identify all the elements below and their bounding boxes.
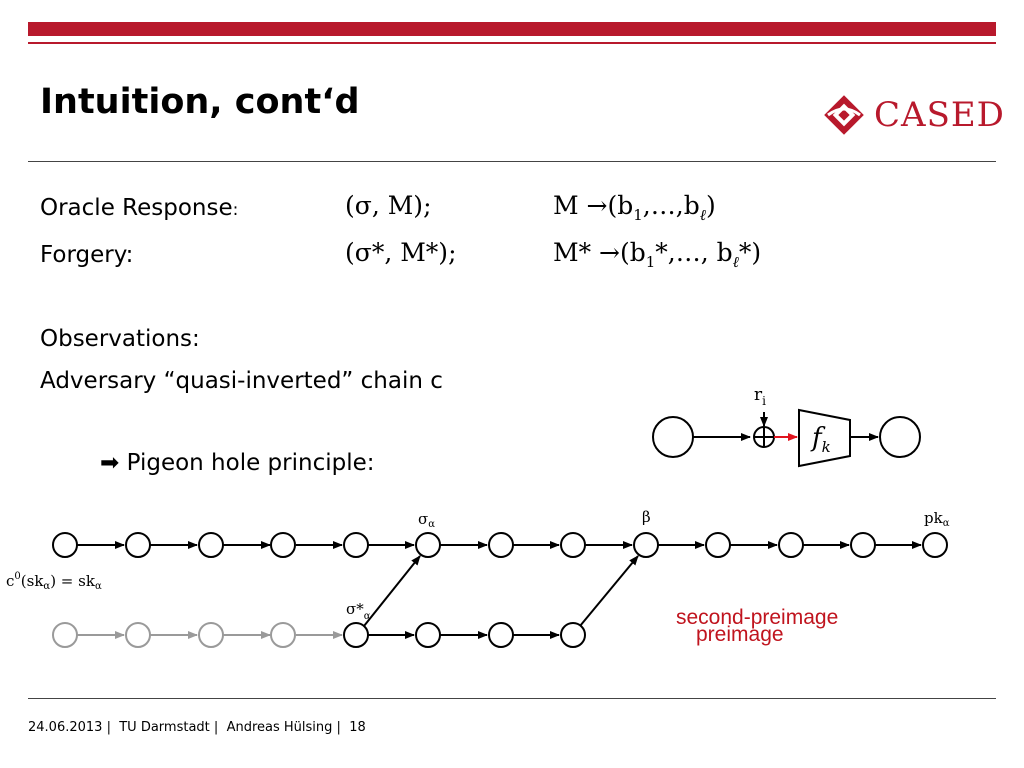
footer-divider: [28, 698, 996, 699]
chain-node: [416, 623, 440, 647]
chain-node: [561, 623, 585, 647]
gray-chain-node: [53, 623, 77, 647]
oracle-label: Oracle Response:: [40, 195, 239, 221]
chain-node: [344, 533, 368, 557]
slide-title: Intuition, cont‘d: [40, 82, 360, 122]
second-preimage-label: second-preimage: [676, 606, 839, 629]
page-number: 18: [349, 720, 366, 735]
pk-alpha-label: $pk_\alpha$: [924, 509, 950, 529]
footer: 24.06.2013 | TU Darmstadt | Andreas Hülsing | 18: [28, 720, 366, 735]
diagonal-arrow-beta: [580, 556, 638, 626]
chain-node: [851, 533, 875, 557]
beta-label: β: [642, 508, 651, 526]
chain-node: [779, 533, 803, 557]
r-label: $r_i$: [754, 385, 766, 408]
footer-date: 24.06.2013: [28, 720, 103, 735]
sigma-star-label: $\sigma*_\alpha$: [346, 600, 371, 622]
observations-heading: Observations:: [40, 326, 200, 352]
oracle-mapping: $M \to(b_1,\dots,b_\ell)$: [553, 191, 716, 224]
output-node: [880, 417, 920, 457]
chain-node: [489, 623, 513, 647]
forgery-label: Forgery:: [40, 242, 134, 268]
top-chain: [53, 533, 947, 557]
diagonal-arrow-sigma: [364, 556, 420, 626]
chain-node: [53, 533, 77, 557]
sigma-alpha-node: [416, 533, 440, 557]
forgery-mapping: $M* \to(b_1*,\dots$, $b_\ell*$): [553, 238, 762, 271]
logo-text: CASED: [874, 95, 1005, 135]
right-arrow-icon: ➡: [100, 450, 120, 476]
pk-node: [923, 533, 947, 557]
gray-chain-node: [271, 623, 295, 647]
sigma-star-node: [344, 623, 368, 647]
footer-org: TU Darmstadt: [119, 720, 210, 735]
gray-chain-node: [199, 623, 223, 647]
adversary-text: Adversary “quasi-inverted” chain c: [40, 368, 443, 394]
preimage-label: preimage: [696, 623, 784, 646]
footer-author: Andreas Hülsing: [226, 720, 333, 735]
chain-node: [271, 533, 295, 557]
chain-node: [126, 533, 150, 557]
pigeon-line: ➡ Pigeon hole principle:: [100, 450, 375, 476]
chain-node: [489, 533, 513, 557]
chain-node: [561, 533, 585, 557]
chain-node: [199, 533, 223, 557]
chain-node: [706, 533, 730, 557]
gray-chain-node: [126, 623, 150, 647]
beta-node: [634, 533, 658, 557]
oracle-pair: (σ, M);: [345, 191, 432, 220]
input-node: [653, 417, 693, 457]
function-diagram: [653, 385, 920, 466]
sigma-alpha-label: $\sigma_\alpha$: [418, 510, 436, 530]
forgery-pair: (σ*, M*);: [345, 238, 457, 267]
f-label: $f_k$: [812, 423, 831, 456]
c0-label: $c^0(sk_\alpha) = sk_\alpha$: [6, 571, 102, 592]
